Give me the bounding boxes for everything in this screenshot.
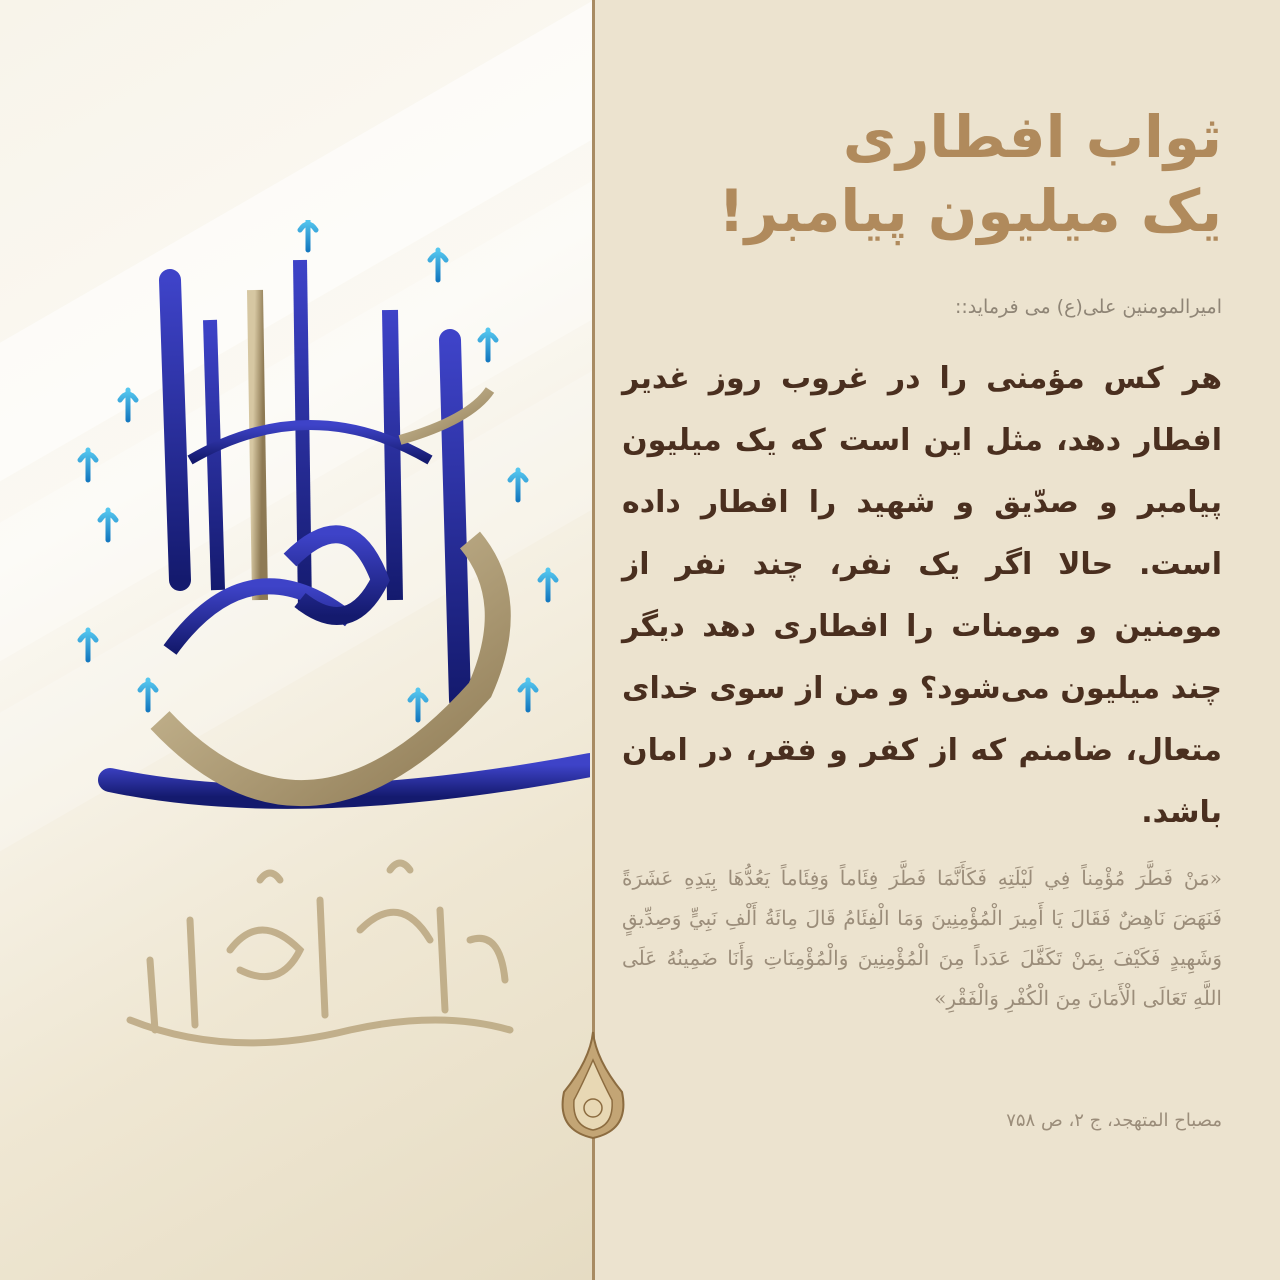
ali-calligraphy-image (50, 220, 590, 840)
text-panel (595, 0, 1280, 1280)
page-title (662, 100, 1222, 248)
title-line-1: ثواب افطاری (842, 103, 1222, 171)
source-citation: مصباح المتهجد، ج ۲، ص ۷۵۸ (1006, 1110, 1222, 1131)
persian-quote: هر کس مؤمنی را در غروب روز غدیر افطار دهد، مثل این است که یک میلیون پیامبر و صدّیق و شهید را افطار داده است. حالا اگر یک نفر، چند نفر از مومنین و مومنات را افطاری دهد دیگر چند میلیون می‌شود؟ و من از سوی خدای متعال، ضامنم که از کفر و فقر، در امان باشد. (622, 361, 1222, 830)
arabic-hadith: «مَنْ فَطَّرَ مُؤْمِناً فِي لَيْلَتِهِ فَكَأَنَّمَا فَطَّرَ فِئَاماً وَفِئَاماً يَعُدُّهَا بِيَدِهِ عَشَرَةً فَنَهَضَ نَاهِضٌ فَقَالَ يَا أَمِيرَ الْمُؤْمِنِينَ وَمَا الْفِئَامُ قَالَ مِائَةُ أَلْفِ نَبِيٍّ وَصِدِّيقٍ وَشَهِيدٍ فَكَيْفَ بِمَنْ تَكَفَّلَ عَدَداً مِنَ الْمُؤْمِنِينَ وَالْمُؤْمِنَاتِ وَأَنَا ضَمِينُهُ عَلَى اللَّهِ تَعَالَى الْأَمَانَ مِنَ الْكُفْرِ وَالْفَقْرِ» (622, 866, 1222, 1010)
speaker-line: امیرالمومنین علی(ع) می فرماید:: (954, 296, 1222, 318)
title-line-2: یک میلیون پیامبر! (718, 177, 1222, 245)
teardrop-ornament-icon (556, 1030, 630, 1140)
ghadir-calligraphy-image (110, 840, 530, 1070)
decorative-panel (0, 0, 592, 1280)
